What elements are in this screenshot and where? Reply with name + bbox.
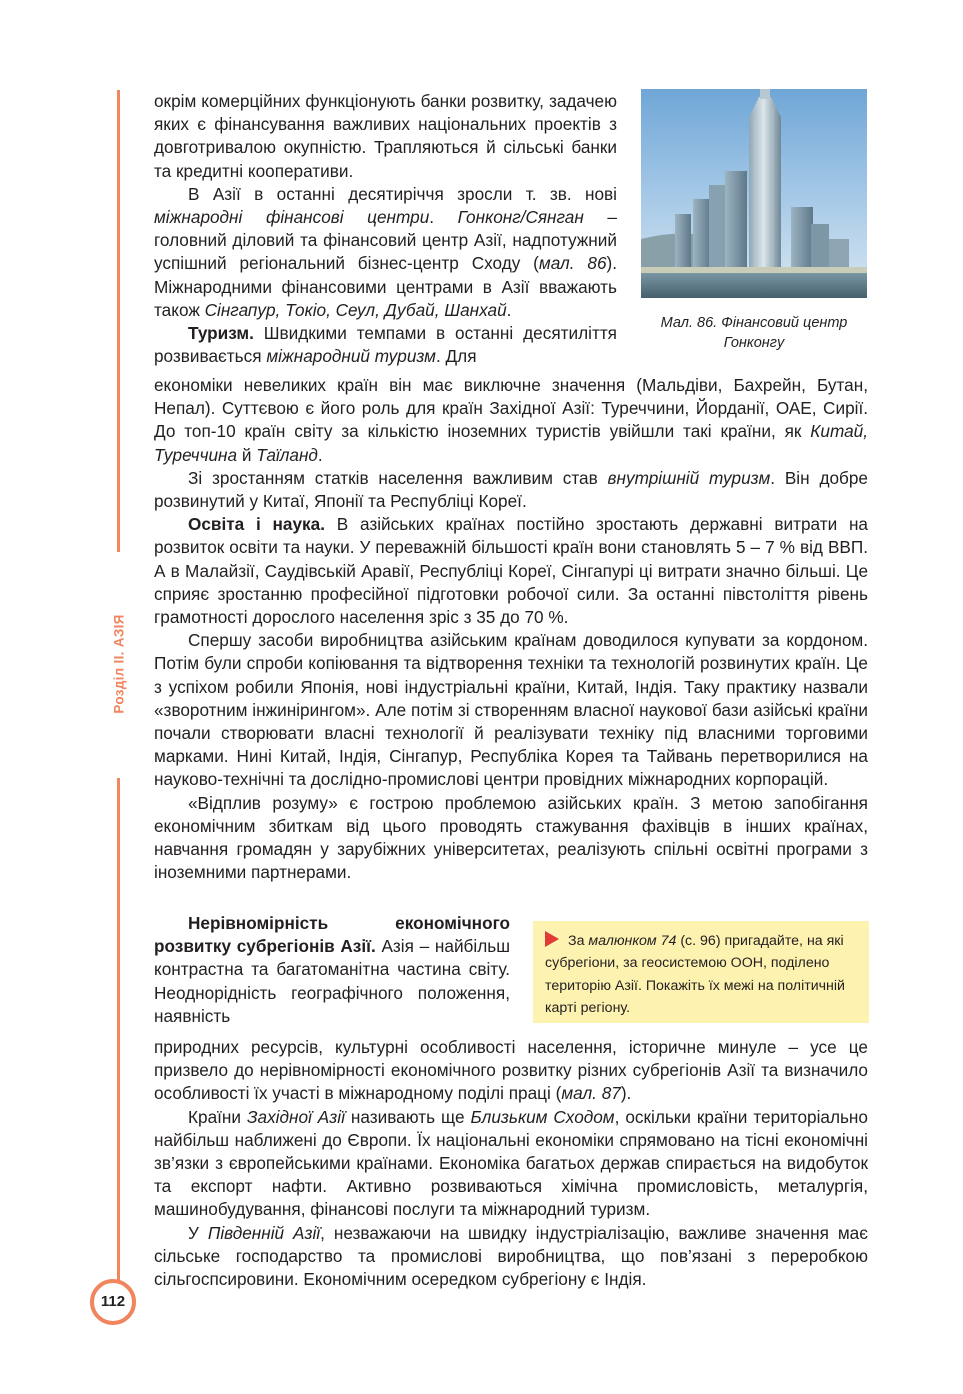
section-heading: Нерівномірність економічного розвитку субрегіонів Азії. (154, 913, 510, 957)
page-number: 112 (100, 1293, 126, 1310)
red-triangle-icon (545, 931, 559, 947)
text-run: . Він добре розвинутий у Китаї, Японії та Республіці Кореї. (154, 467, 868, 512)
task-note-box (533, 921, 869, 1023)
text-run: (с. 96) пригадайте, на які субрегіони, за геосистемою ООН, поділено територію Азії. Покажіть їх межі на політичній карті регіону. (545, 933, 845, 1017)
text-run: , незважаючи на швидку індустріалізацію, важливе значення має сільське господарство та промислові виробництва, що пов’язані з переробкою сільгоспсировини. Економічним осередком субрегіону є Індія. (154, 1222, 868, 1290)
term-italic: Близьким Сходом (470, 1106, 615, 1127)
paragraph (154, 183, 617, 322)
text-run: . (506, 299, 512, 320)
text-run: У (188, 1222, 208, 1243)
text-run: . Для (435, 346, 477, 367)
text-column-mid (154, 912, 510, 1028)
text-run: – головний діловий та фінансовий центр Азії, надпотужний успішний регіональний бізнес-центр Сходу ( (154, 207, 617, 274)
paragraph (154, 513, 868, 629)
text-run: Спершу засоби виробництва азійським країнам доводилося купувати за кордоном. Потім були спроби копіювання та відтворення техніки та технологій розвинутих країн. Це з успіхом робили Японія, нові індустріальні країни, Китай, Індія. Таку практику назвали «зворотним інжинірингом». Але потім зі створенням власної наукової бази азійські країни почали створювати власні технології й реалізувати техніку під власними торговими марками. Нині Китай, Індія, Сінгапур, Республіка Корея та Тайвань перетворилися на науково-технічні та дослідно-промислові центри провідних міжнародних корпорацій. (154, 630, 868, 790)
text-column-top (154, 90, 617, 368)
text-column-bottom (154, 1036, 868, 1291)
paragraph (154, 792, 868, 885)
term-italic: міжнародний туризм (266, 346, 436, 367)
term-italic: внутрішній туризм (607, 467, 771, 488)
text-column-full (154, 374, 868, 884)
term-italic: Сінгапур, Токіо, Сеул, Дубай, Шанхай (204, 299, 507, 320)
text-run: «Відплив розуму» є гострою проблемою азійських країн. З метою запобігання економічним збиткам від цього проводять стажування фахівців в інших країнах, навчання громадян у зарубіжних університетах, реалізують спільні освітні програми з іноземними партнерами. (154, 792, 868, 883)
paragraph (154, 629, 868, 791)
paragraph (154, 90, 617, 183)
term-italic: Китай, Туреччина (154, 421, 868, 465)
term-italic: Західної Азії (246, 1106, 345, 1127)
paragraph (154, 912, 510, 1028)
text-run: природних ресурсів, культурні особливості населення, історичне минуле – усе це призвело до нерівномірності економічного розвитку різних субрегіонів Азії та визначило особливості їх участі в міжнародному поділі праці ( (154, 1037, 868, 1104)
text-run: За (568, 933, 589, 949)
page-number-badge (90, 1279, 136, 1325)
figure-caption: Мал. 86. Фінансовий центр Гонконгу (660, 315, 848, 351)
text-run: В азійських країнах постійно зростають державні витрати на розвиток освіти та науки. У переважній більшості країн вони становлять 5 – 7 % від ВВП. А в Малайзії, Саудівській Аравії, Республіці Кореї, Сінгапурі ці витрати значно більші. Це сприяє зростанню професійної підготовки робочої сили. За останні півстоліття рівень грамотності дорослого населення зріс з 35 до 70 %. (154, 514, 868, 628)
term-italic: Південній Азії (207, 1222, 321, 1243)
term-italic: міжнародні фінансові центри (154, 207, 430, 228)
section-label: Розділ ІІ. АЗІЯ (111, 614, 127, 714)
paragraph (154, 467, 868, 513)
paragraph (154, 1036, 868, 1106)
figure-reference: мал. 87 (561, 1083, 621, 1104)
text-run: називають ще (344, 1106, 471, 1127)
section-heading: Освіта і наука. (188, 514, 325, 535)
figure-reference: мал. 86 (538, 253, 607, 274)
skyscraper-photo (641, 89, 867, 298)
text-run: Країни (188, 1106, 247, 1127)
term-italic: Гонконг/Сянган (457, 207, 584, 228)
paragraph (154, 374, 868, 467)
text-run: ). Міжнародними фінансовими центрами в Азії вважають також (154, 253, 617, 320)
section-heading: Туризм. (188, 323, 254, 344)
section-divider-line-bottom (117, 778, 120, 1286)
paragraph (154, 1222, 868, 1292)
text-run: . (429, 207, 458, 228)
text-run: ). (620, 1083, 632, 1104)
section-divider-line-top (117, 90, 120, 552)
text-run: економіки невеликих країн він має виключне значення (Мальдіви, Бахрейн, Бутан, Непал). Суттєвою є його роль для країн Західної Азії: Туреччини, Йорданії, ОАЕ, Сирії. До топ-10 країн світу за кількістю іноземних туристів увійшли такі країни, як (154, 375, 868, 442)
text-run: окрім комерційних функціонують банки розвитку, задачею яких є фінансування важливих національних проектів з довготривалою окупністю. Трапляються й сільські банки та кредитні кооперативи. (154, 91, 617, 181)
text-run: Зі зростанням статків населення важливим став (188, 467, 608, 488)
paragraph (154, 1106, 868, 1222)
text-run: й (237, 444, 257, 465)
text-run: , оскільки країни територіально найбільш наближені до Європи. Їх національні економіки спрямовано на тісні економічні зв’язки з європейськими країнами. Економіка багатьох держав спирається на видобуток та експорт нафти. Активно розвиваються хімічна промисловість, металургія, машинобудування, фінансові послуги та міжнародний туризм. (154, 1106, 868, 1220)
text-run: В Азії в останні десятиріччя зросли т. зв. нові (188, 183, 617, 204)
term-italic: Таїланд (256, 444, 318, 465)
text-run: Азія – найбільш контрастна та багатоманітна частина світу. Неоднорідність географічного положення, наявність (154, 936, 510, 1026)
figure-reference: малюнком 74 (588, 933, 677, 949)
paragraph (154, 322, 617, 368)
text-run: . (317, 444, 323, 465)
text-run: Швидкими темпами в останні десятиліття розвивається (154, 323, 617, 367)
